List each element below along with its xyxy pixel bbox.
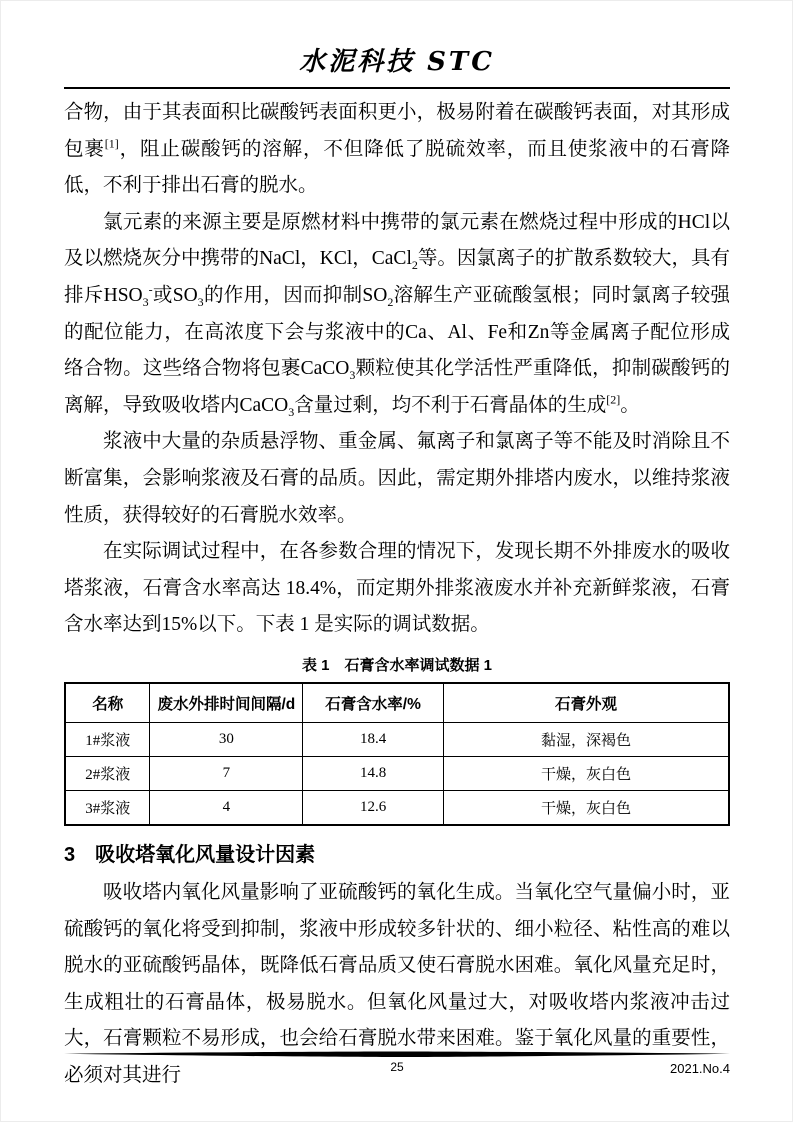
column-header: 名称 (65, 683, 150, 723)
article-body (64, 95, 730, 644)
paragraph: 合物，由于其表面积比碳酸钙表面积更小，极易附着在碳酸钙表面，对其形成包裹[1]，阻止碳酸钙的溶解，不但降低了脱硫效率，而且使浆液中的石膏降低，不利于排出石膏的脱水。 (64, 102, 730, 197)
gypsum-moisture-table (64, 682, 730, 826)
table-cell: 30 (150, 722, 303, 756)
table-cell: 4 (150, 790, 303, 825)
table-row (65, 722, 729, 756)
table-row (65, 790, 729, 825)
table-caption: 表 1 石膏含水率调试数据 1 (301, 656, 493, 674)
paragraph: 在实际调试过程中，在各参数合理的情况下，发现长期不外排废水的吸收塔浆液，石膏含水率高达 18.4%，而定期外排浆液废水并补充新鲜浆液，石膏含水率达到15%以下。下表 1 是实际的调试数据。 (64, 541, 730, 636)
paragraph: 氯元素的来源主要是原燃材料中携带的氯元素在燃烧过程中形成的HCl以及以燃烧灰分中携带的NaCl，KCl，CaCl$_2$等。因氯离子的扩散系数较大，具有排斥$HSO_3^-$或$SO_3$的作用，因而抑制$SO_2$溶解生产亚硫酸氢根；同时氯离子较强的配位能力，在高浓度下会与浆液中的Ca、Al、Fe和Zn等金属离子配位形成络合物。这些络合物将包裹CaCO$_3$颗粒使其化学活性严重降低，抑制碳酸钙的离解，导致吸收塔内CaCO$_3$含量过剩，均不利于石膏晶体的生成[2]。 (64, 211, 730, 419)
table-cell: 干燥，灰白色 (443, 790, 729, 825)
page-number: 25 (390, 1060, 404, 1074)
journal-header (64, 1, 730, 89)
table-cell: 黏湿，深褐色 (443, 722, 729, 756)
page-footer (64, 1051, 730, 1074)
table-cell: 1#浆液 (65, 722, 150, 756)
column-header: 废水外排时间间隔/d (150, 683, 303, 723)
table-cell: 18.4 (303, 722, 444, 756)
table-row (65, 756, 729, 790)
table-cell: 14.8 (303, 756, 444, 790)
table-cell: 12.6 (303, 790, 444, 825)
table-cell: 干燥，灰白色 (443, 756, 729, 790)
table-cell: 3#浆液 (65, 790, 150, 825)
column-header: 石膏含水率/% (303, 683, 444, 723)
section-heading: 3 吸收塔氧化风量设计因素 (64, 843, 316, 866)
column-header: 石膏外观 (443, 683, 729, 723)
issue-number: 2021.No.4 (670, 1061, 730, 1076)
paragraph: 吸收塔内氧化风量影响了亚硫酸钙的氧化生成。当氧化空气量偏小时，亚硫酸钙的氧化将受到抑制，浆液中形成较多针状的、细小粒径、粘性高的难以脱水的亚硫酸钙晶体，既降低石膏品质又使石膏脱水困难。氧化风量充足时，生成粗壮的石膏晶体，极易脱水。但氧化风量过大，对吸收塔内浆液冲击过大，石膏颗粒不易形成，也会给石膏脱水带来困难。鉴于氧化风量的重要性，必须对其进行 (64, 881, 730, 1086)
footer-row (64, 1060, 730, 1074)
footer-decorative-rule (64, 1051, 730, 1058)
paragraph: 浆液中大量的杂质悬浮物、重金属、氟离子和氯离子等不能及时消除且不断富集，会影响浆液及石膏的品质。因此，需定期外排塔内废水，以维持浆液性质，获得较好的石膏脱水效率。 (64, 431, 730, 526)
table-cell: 2#浆液 (65, 756, 150, 790)
journal-title: 水泥科技 STC (299, 47, 495, 77)
table-cell: 7 (150, 756, 303, 790)
table-header-row (65, 683, 729, 723)
